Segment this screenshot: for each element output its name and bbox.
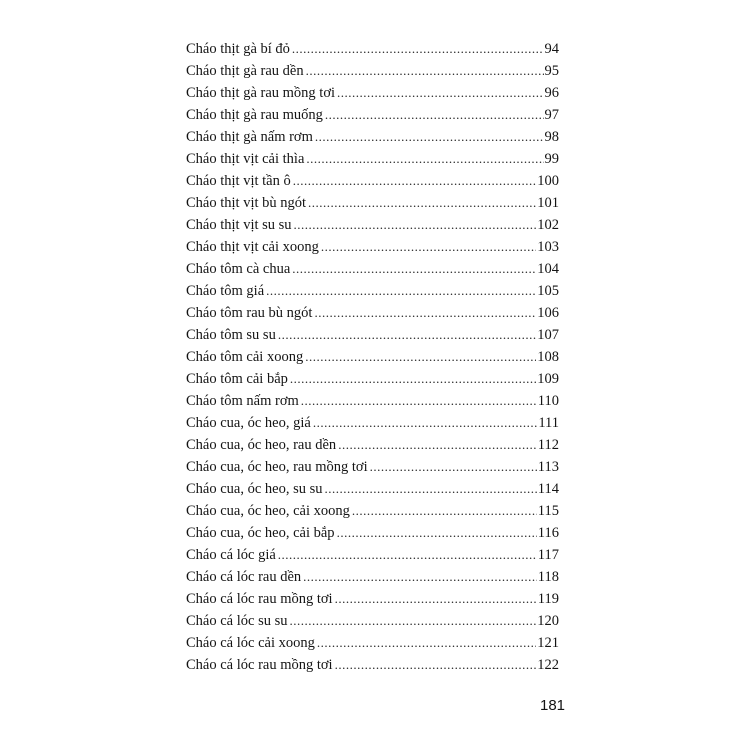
toc-entry-title: Cháo cua, óc heo, rau dền xyxy=(186,437,337,453)
toc-entry xyxy=(186,588,559,610)
toc-entry-page: 117 xyxy=(537,547,559,563)
toc-entry-title: Cháo cá lóc rau mồng tơi xyxy=(186,591,333,607)
toc-entry xyxy=(186,324,559,346)
toc-entry-title: Cháo cá lóc su su xyxy=(186,613,288,629)
dot-leader xyxy=(317,632,536,654)
dot-leader xyxy=(321,236,536,258)
toc-entry xyxy=(186,478,559,500)
dot-leader xyxy=(337,522,537,544)
toc-entry-title: Cháo thịt gà bí đỏ xyxy=(186,41,290,57)
dot-leader xyxy=(308,192,536,214)
toc-entry xyxy=(186,522,559,544)
toc-entry-title: Cháo thịt gà rau muống xyxy=(186,107,323,123)
toc-entry-page: 103 xyxy=(537,239,559,255)
toc-entry-page: 102 xyxy=(537,217,559,233)
toc-entry xyxy=(186,566,559,588)
toc-entry xyxy=(186,412,559,434)
toc-entry-page: 122 xyxy=(537,657,559,673)
toc-entry-title: Cháo cua, óc heo, giá xyxy=(186,415,311,431)
toc-entry-title: Cháo cua, óc heo, cải xoong xyxy=(186,503,350,519)
toc-entry-title: Cháo thịt vịt cải thìa xyxy=(186,151,305,167)
toc-entry-page: 119 xyxy=(537,591,559,607)
toc-entry xyxy=(186,280,559,302)
toc-entry-title: Cháo cua, óc heo, cải bắp xyxy=(186,525,335,541)
toc-entry-page: 105 xyxy=(537,283,559,299)
dot-leader xyxy=(325,104,544,126)
toc-entry-title: Cháo thịt vịt cải xoong xyxy=(186,239,319,255)
toc-entry-title: Cháo cá lóc rau dền xyxy=(186,569,302,585)
toc-entry-page: 121 xyxy=(537,635,559,651)
toc-entry-page: 111 xyxy=(538,415,559,431)
toc-entry xyxy=(186,456,559,478)
toc-entry-title: Cháo cá lóc giá xyxy=(186,547,276,563)
dot-leader xyxy=(303,566,537,588)
toc-entry-page: 116 xyxy=(537,525,559,541)
dot-leader xyxy=(292,38,544,60)
toc-entry-title: Cháo thịt gà rau dền xyxy=(186,63,304,79)
toc-entry-title: Cháo tôm su su xyxy=(186,327,276,343)
toc-entry-page: 96 xyxy=(544,85,559,101)
toc-entry xyxy=(186,60,559,82)
toc-entry-title: Cháo cá lóc rau mồng tơi xyxy=(186,657,333,673)
dot-leader xyxy=(315,126,544,148)
toc-entry-page: 110 xyxy=(537,393,559,409)
toc-entry xyxy=(186,368,559,390)
dot-leader xyxy=(335,654,537,676)
dot-leader xyxy=(292,258,536,280)
toc-entry xyxy=(186,170,559,192)
dot-leader xyxy=(301,390,537,412)
toc-entry-page: 113 xyxy=(537,459,559,475)
dot-leader xyxy=(305,346,536,368)
toc-entry xyxy=(186,302,559,324)
dot-leader xyxy=(335,588,537,610)
toc-entry-page: 109 xyxy=(537,371,559,387)
dot-leader xyxy=(289,610,536,632)
toc-entry-page: 107 xyxy=(537,327,559,343)
toc-entry-title: Cháo tôm cải bắp xyxy=(186,371,288,387)
dot-leader xyxy=(293,170,537,192)
toc-entry-title: Cháo tôm giá xyxy=(186,283,265,299)
toc-entry-title: Cháo thịt vịt bù ngót xyxy=(186,195,307,211)
dot-leader xyxy=(290,368,536,390)
toc-entry-page: 98 xyxy=(544,129,559,145)
toc-entry-title: Cháo tôm nấm rơm xyxy=(186,393,299,409)
toc-entry-page: 95 xyxy=(544,63,559,79)
toc-entry-page: 118 xyxy=(537,569,559,585)
toc-entry xyxy=(186,126,559,148)
toc-entry-page: 101 xyxy=(537,195,559,211)
dot-leader xyxy=(352,500,537,522)
toc-entry-page: 114 xyxy=(537,481,559,497)
page-number: 181 xyxy=(540,697,566,714)
toc-entry xyxy=(186,82,559,104)
toc-entry-title: Cháo cua, óc heo, su su xyxy=(186,481,323,497)
toc-entry-title: Cháo tôm cải xoong xyxy=(186,349,304,365)
dot-leader xyxy=(313,412,537,434)
toc-entry-page: 97 xyxy=(544,107,559,123)
toc-entry-page: 112 xyxy=(537,437,559,453)
toc-entry-page: 108 xyxy=(537,349,559,365)
dot-leader xyxy=(338,434,537,456)
toc-entry xyxy=(186,654,559,676)
dot-leader xyxy=(325,478,537,500)
dot-leader xyxy=(278,544,537,566)
toc-entry-title: Cháo cá lóc cải xoong xyxy=(186,635,315,651)
toc-entry-title: Cháo tôm rau bù ngót xyxy=(186,305,313,321)
toc-entry-title: Cháo thịt vịt tần ô xyxy=(186,173,291,189)
toc-entry-page: 99 xyxy=(544,151,559,167)
toc-entry xyxy=(186,236,559,258)
dot-leader xyxy=(294,214,537,236)
dot-leader xyxy=(370,456,537,478)
toc-entry xyxy=(186,192,559,214)
toc-entry-page: 106 xyxy=(537,305,559,321)
dot-leader xyxy=(278,324,536,346)
table-of-contents xyxy=(186,38,559,676)
toc-entry-page: 104 xyxy=(537,261,559,277)
dot-leader xyxy=(266,280,536,302)
dot-leader xyxy=(306,60,544,82)
toc-entry-title: Cháo tôm cà chua xyxy=(186,261,291,277)
toc-entry-title: Cháo thịt gà rau mồng tơi xyxy=(186,85,336,101)
toc-entry xyxy=(186,610,559,632)
toc-entry-page: 115 xyxy=(537,503,559,519)
toc-entry xyxy=(186,38,559,60)
toc-entry-title: Cháo thịt gà nấm rơm xyxy=(186,129,313,145)
dot-leader xyxy=(337,82,543,104)
toc-entry xyxy=(186,544,559,566)
toc-entry xyxy=(186,258,559,280)
toc-entry xyxy=(186,104,559,126)
dot-leader xyxy=(306,148,543,170)
toc-entry-page: 94 xyxy=(544,41,559,57)
toc-entry-title: Cháo cua, óc heo, rau mồng tơi xyxy=(186,459,368,475)
toc-entry xyxy=(186,148,559,170)
toc-entry-page: 120 xyxy=(537,613,559,629)
toc-entry xyxy=(186,346,559,368)
toc-entry xyxy=(186,632,559,654)
toc-entry xyxy=(186,434,559,456)
toc-entry xyxy=(186,500,559,522)
toc-entry xyxy=(186,390,559,412)
toc-entry-page: 100 xyxy=(537,173,559,189)
toc-entry xyxy=(186,214,559,236)
toc-entry-title: Cháo thịt vịt su su xyxy=(186,217,292,233)
dot-leader xyxy=(314,302,536,324)
